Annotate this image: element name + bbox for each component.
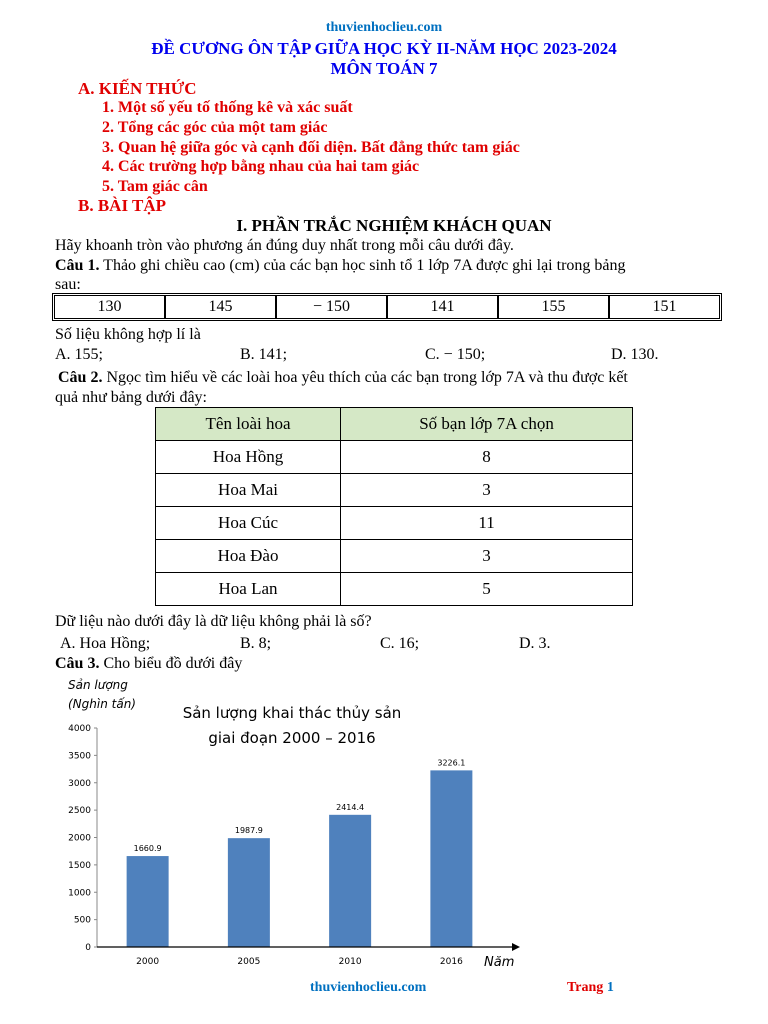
data-label: 3226.1 (437, 758, 466, 768)
data-cell: 145 (166, 296, 277, 318)
data-cell: − 150 (277, 296, 388, 318)
y-tick-label: 2000 (68, 833, 91, 844)
data-label: 2414.4 (336, 802, 365, 812)
table-row: Hoa Lan 5 (156, 573, 633, 606)
option-c[interactable]: C. 16; (380, 635, 420, 652)
knowledge-item: 2. Tổng các góc của một tam giác (102, 119, 328, 136)
y-tick-label: 1000 (68, 888, 91, 899)
flower-table (155, 407, 633, 606)
bar-chart-svg (52, 675, 522, 975)
chart-title: Sản lượng khai thác thủy sản (182, 704, 402, 722)
question-2-label: Câu 2. (58, 369, 103, 386)
option-a[interactable]: A. 155; (55, 346, 103, 363)
table-header: Số bạn lớp 7A chọn (341, 408, 633, 441)
bar-2016 (430, 770, 472, 947)
subject-title: MÔN TOÁN 7 (330, 59, 438, 78)
table-row: Hoa Mai 3 (156, 474, 633, 507)
data-label: 1987.9 (234, 826, 263, 836)
data-label: 1660.9 (133, 844, 162, 854)
data-cell: 151 (652, 298, 677, 315)
section-a-heading: A. KIẾN THỨC (78, 79, 197, 98)
knowledge-item: 4. Các trường hợp bằng nhau của hai tam giác (102, 158, 420, 175)
y-tick-label: 2500 (68, 806, 91, 817)
y-tick-label: 1500 (68, 860, 91, 871)
bar-2010 (329, 815, 371, 947)
production-bar-chart (52, 675, 522, 975)
site-header[interactable]: thuvienhoclieu.com (325, 20, 443, 35)
page-number: Trang 1 (567, 980, 614, 995)
option-c[interactable]: C. − 150; (425, 346, 486, 363)
chart-subtitle: giai đoạn 2000 – 2016 (208, 729, 376, 747)
section-b-heading: B. BÀI TẬP (78, 196, 167, 215)
table-row: Hoa Hồng 8 (156, 441, 633, 474)
data-cell: 130 (55, 296, 166, 318)
x-axis-arrow (512, 943, 520, 951)
part-1-title: I. PHẦN TRẮC NGHIỆM KHÁCH QUAN (236, 216, 552, 235)
knowledge-item: 5. Tam giác cân (102, 178, 208, 195)
question-1-label: Câu 1. (55, 257, 100, 274)
question-1-text: Câu 1. Thảo ghi chiều cao (cm) của các bạn học sinh tổ 1 lớp 7A được ghi lại trong bảng (55, 257, 626, 274)
height-data-table (52, 293, 722, 321)
bar-2000 (127, 856, 169, 947)
x-tick-label: 2005 (237, 957, 261, 967)
option-d[interactable]: D. 3. (519, 635, 551, 652)
knowledge-item: 3. Quan hệ giữa góc và cạnh đối diện. Bất đẳng thức tam giác (102, 139, 520, 156)
bar-2005 (228, 838, 270, 947)
data-cell: 141 (388, 296, 499, 318)
option-d[interactable]: D. 130. (611, 346, 659, 363)
question-1-text-cont: sau: (55, 276, 81, 293)
y-tick-label: 4000 (68, 724, 91, 734)
x-tick-label: 2016 (439, 957, 463, 967)
x-tick-label: 2010 (338, 957, 362, 967)
data-cell: 155 (499, 296, 610, 318)
y-tick-label: 500 (73, 915, 91, 926)
y-tick-label: 3500 (68, 751, 91, 762)
table-row: Hoa Cúc 11 (156, 507, 633, 540)
question-2-text-cont: quả như bảng dưới đây: (55, 389, 207, 406)
question-1-prompt: Số liệu không hợp lí là (55, 326, 201, 343)
instruction: Hãy khoanh tròn vào phương án đúng duy nhất trong mỗi câu dưới đây. (55, 237, 514, 254)
y-tick-label: 0 (85, 943, 91, 953)
question-3-label: Câu 3. (55, 655, 100, 672)
table-header: Tên loài hoa (156, 408, 341, 441)
question-2-text: Câu 2. Ngọc tìm hiểu về các loài hoa yêu thích của các bạn trong lớp 7A và thu được kết (58, 369, 628, 386)
option-b[interactable]: B. 8; (240, 635, 272, 652)
option-a[interactable]: A. Hoa Hồng; (60, 635, 151, 652)
site-footer[interactable]: thuvienhoclieu.com (310, 980, 427, 995)
question-3-text: Câu 3. Cho biểu đồ dưới đây (55, 655, 243, 672)
y-axis-unit: (Nghìn tấn) (68, 697, 136, 711)
knowledge-item: 1. Một số yếu tố thống kê và xác suất (102, 99, 353, 116)
x-tick-label: 2000 (136, 957, 160, 967)
question-2-prompt: Dữ liệu nào dưới đây là dữ liệu không phải là số? (55, 613, 372, 630)
y-axis-label: Sản lượng (68, 678, 128, 692)
y-tick-label: 3000 (68, 778, 91, 789)
x-axis-label: Năm (484, 955, 515, 970)
document-title: ĐỀ CƯƠNG ÔN TẬP GIỮA HỌC KỲ II-NĂM HỌC 2023-2024 (151, 39, 617, 58)
table-row: Hoa Đào 3 (156, 540, 633, 573)
option-b[interactable]: B. 141; (240, 346, 288, 363)
